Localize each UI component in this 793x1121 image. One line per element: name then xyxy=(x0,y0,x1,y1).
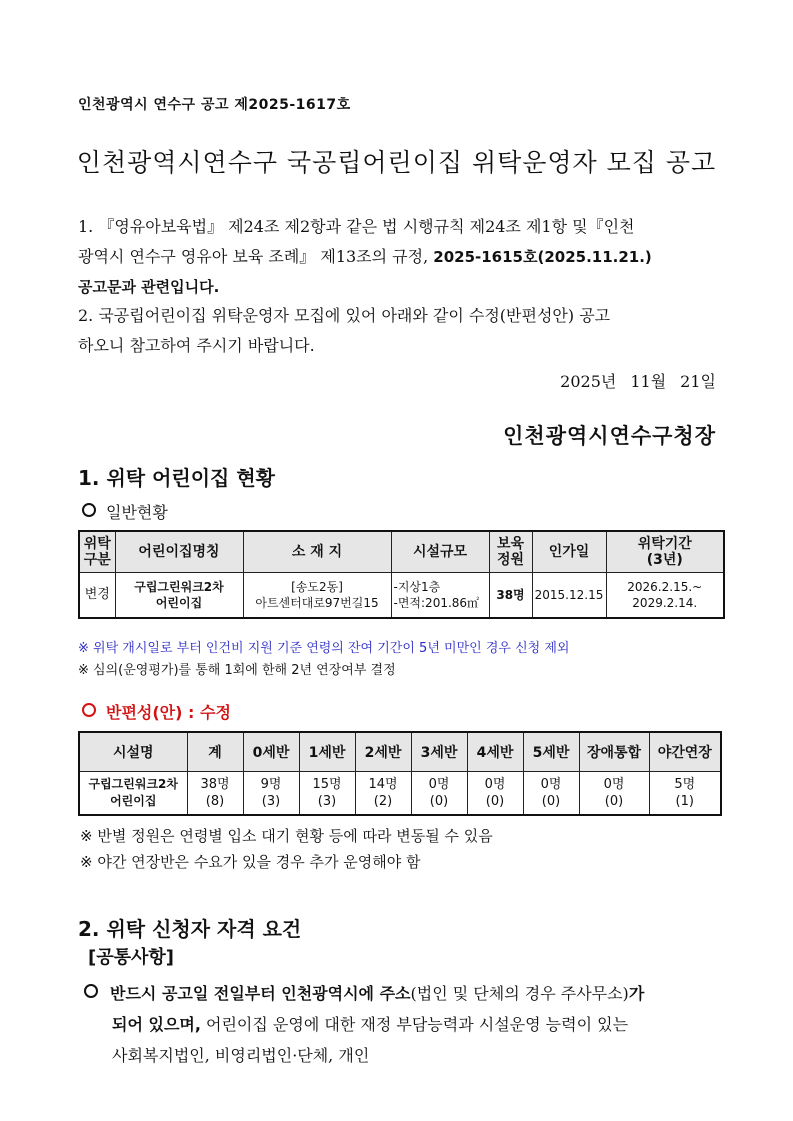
regulation-text: 광역시 연수구 영유아 보육 조례』 제13조의 규정, xyxy=(78,247,434,266)
section-2-heading: 2. 위탁 신청자 자격 요건 xyxy=(78,917,302,941)
class-header-7: 5세반 xyxy=(523,732,579,772)
req-bold-2: 가 xyxy=(628,984,645,1003)
requirement-item xyxy=(84,978,724,1071)
req-text-2: 어린이집 운영에 대한 재정 부담능력과 시설운영 능력이 있는 xyxy=(200,1015,629,1034)
cell-approval-date: 2015.12.15 xyxy=(532,573,606,619)
req-bold-1: 반드시 공고일 전일부터 인천광역시에 주소 xyxy=(110,984,411,1003)
class-header-8: 장애통합 xyxy=(579,732,649,772)
notice-date xyxy=(560,369,716,392)
class-header-2: 0세반 xyxy=(243,732,299,772)
class-header-5: 3세반 xyxy=(411,732,467,772)
general-status-label xyxy=(82,500,168,523)
header-type: 위탁 구분 xyxy=(79,531,115,573)
class-cell-9: 5명 (1) xyxy=(649,772,721,816)
header-period: 위탁기간 (3년) xyxy=(606,531,724,573)
table-header-row xyxy=(79,531,724,573)
class-cell-1: 38명 (8) xyxy=(187,772,243,816)
class-plan-text: 반편성(안) : 수정 xyxy=(106,703,231,722)
cell-type: 변경 xyxy=(79,573,115,619)
date-day: 21일 xyxy=(680,372,716,391)
header-scale: 시설규모 xyxy=(391,531,489,573)
paragraph-2 xyxy=(78,301,718,361)
header-location: 소 재 지 xyxy=(243,531,391,573)
class-header-1: 계 xyxy=(187,732,243,772)
notice-number: 인천광역시 연수구 공고 제2025-1617호 xyxy=(78,97,351,113)
table-row xyxy=(79,772,721,816)
note-night-class: ※ 야간 연장반은 수요가 있을 경우 추가 운영해야 함 xyxy=(80,853,421,871)
note-class-capacity: ※ 반별 정원은 연령별 입소 대기 현황 등에 따라 변동될 수 있음 xyxy=(80,827,493,845)
paragraph-2-line-2: 하오니 참고하여 주시기 바랍니다. xyxy=(78,336,315,355)
paragraph-1-line-1: 1. 『영유아보육법』 제24조 제2항과 같은 법 시행규칙 제24조 제1항 및『인천 xyxy=(78,217,635,236)
class-plan-label xyxy=(82,700,231,723)
header-name: 어린이집명칭 xyxy=(115,531,243,573)
paragraph-1 xyxy=(78,212,718,302)
reference-notice-number: 2025-1615호(2025.11.21.) xyxy=(433,248,652,266)
cell-capacity: 38명 xyxy=(489,573,532,619)
class-header-9: 야간연장 xyxy=(649,732,721,772)
class-cell-8: 0명 (0) xyxy=(579,772,649,816)
circle-bullet-icon xyxy=(82,503,96,517)
class-cell-3: 15명 (3) xyxy=(299,772,355,816)
requirement-line-3: 사회복지법인, 비영리법인·단체, 개인 xyxy=(112,1046,370,1065)
circle-bullet-icon xyxy=(82,703,96,717)
requirement-line-1 xyxy=(84,978,724,1009)
section-1-heading: 1. 위탁 어린이집 현황 xyxy=(78,466,275,490)
paragraph-1-line-2 xyxy=(78,242,718,272)
class-cell-2: 9명 (3) xyxy=(243,772,299,816)
paragraph-1-line-3 xyxy=(78,272,718,302)
class-header-3: 1세반 xyxy=(299,732,355,772)
cell-scale: -지상1층 -면적:201.86㎡ xyxy=(391,573,489,619)
cell-location: [송도2동] 아트센터대로97번길15 xyxy=(243,573,391,619)
class-cell-6: 0명 (0) xyxy=(467,772,523,816)
class-cell-4: 14명 (2) xyxy=(355,772,411,816)
class-header-6: 4세반 xyxy=(467,732,523,772)
paragraph-2-line-1: 2. 국공립어린이집 위탁운영자 모집에 있어 아래와 같이 수정(반편성안) 공고 xyxy=(78,306,611,325)
date-month: 11월 xyxy=(630,372,667,391)
req-text-1: (법인 및 단체의 경우 주사무소) xyxy=(410,984,629,1003)
circle-bullet-icon xyxy=(84,984,98,998)
common-requirements-label: [공통사항] xyxy=(88,947,175,968)
req-bold-3: 되어 있으며, xyxy=(112,1015,201,1034)
class-plan-table xyxy=(78,731,722,816)
cell-name: 구립그린워크2차 어린이집 xyxy=(115,573,243,619)
note-extension: ※ 심의(운영평가)를 통해 1회에 한해 2년 연장여부 결정 xyxy=(78,663,396,678)
general-status-text: 일반현황 xyxy=(106,503,168,522)
issuer-signature: 인천광역시연수구청장 xyxy=(503,424,716,448)
header-approval-date: 인가일 xyxy=(532,531,606,573)
related-notice-text: 공고문과 관련입니다. xyxy=(78,278,220,296)
document-title: 인천광역시연수구 국공립어린이집 위탁운영자 모집 공고 xyxy=(76,148,717,177)
class-cell-5: 0명 (0) xyxy=(411,772,467,816)
facility-status-table xyxy=(78,530,725,619)
class-header-4: 2세반 xyxy=(355,732,411,772)
class-header-0: 시설명 xyxy=(79,732,187,772)
class-cell-name: 구립그린워크2차 어린이집 xyxy=(79,772,187,816)
date-year: 2025년 xyxy=(560,372,617,391)
class-header-row xyxy=(79,732,721,772)
note-exclusion: ※ 위탁 개시일로 부터 인건비 지원 기준 연령의 잔여 기간이 5년 미만인 경우 신청 제외 xyxy=(78,641,570,656)
class-cell-7: 0명 (0) xyxy=(523,772,579,816)
header-capacity: 보육 정원 xyxy=(489,531,532,573)
requirement-line-2 xyxy=(84,1009,724,1040)
table-row xyxy=(79,573,724,619)
cell-period: 2026.2.15.~ 2029.2.14. xyxy=(606,573,724,619)
